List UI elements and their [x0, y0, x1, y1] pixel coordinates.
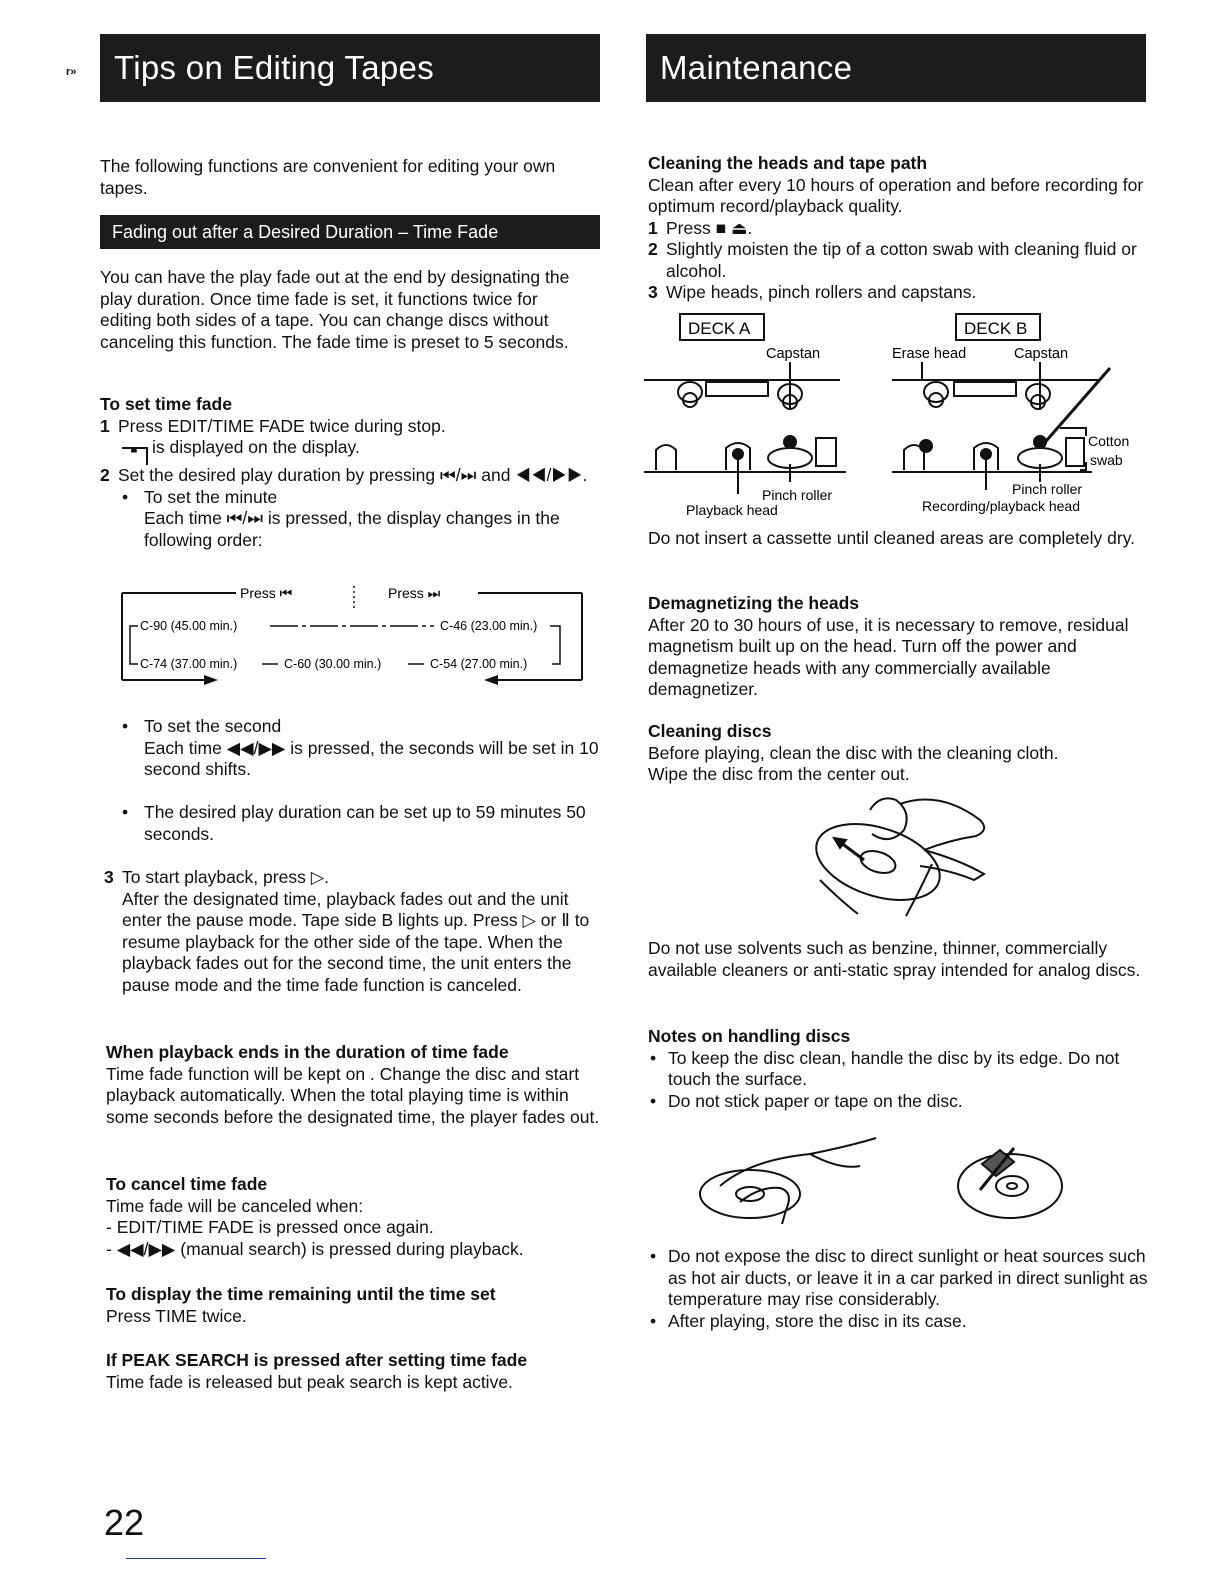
display-text: Press TIME twice.	[106, 1305, 247, 1326]
set-time-fade-heading: To set time fade	[100, 394, 232, 414]
demag-block	[648, 593, 1148, 701]
solvent-text: Do not use solvents such as benzine, thinner, commercially available cleaners or anti-static spray intended for analog discs.	[648, 938, 1141, 980]
disc-handling-illustration	[690, 1130, 1110, 1230]
pinch-roller-b-label: Pinch roller	[1012, 481, 1083, 497]
time-fade-section-title: Fading out after a Desired Duration – Time Fade	[100, 215, 600, 249]
cancel-heading: To cancel time fade	[106, 1174, 268, 1194]
set-time-fade-block	[100, 394, 600, 551]
rec-playback-head-label: Recording/playback head	[922, 498, 1080, 514]
cancel-text: Time fade will be canceled when:	[106, 1195, 364, 1216]
ends-text: Time fade function will be kept on . Change the disc and start playback automatically. When the total playing time is within some seconds before the designated time, the player fades out.	[106, 1063, 600, 1127]
erase-head-label: Erase head	[892, 346, 967, 362]
peak-block	[106, 1350, 604, 1393]
note-1: • To keep the disc clean, handle the disc by its edge. Do not touch the surface.	[650, 1047, 1120, 1089]
right-section-title: Maintenance	[646, 34, 1146, 102]
c54-label: C-54 (27.00 min.)	[430, 657, 528, 671]
step-3-text: After the designated time, playback fades out and the unit enter the pause mode. Tape side B lights up. Press ▷ or Ⅱ to resume playback for the other side of the tape. When the playback fades out for the second time, the unit enters the pause mode and the time fade function is canceled.	[122, 888, 590, 995]
capstan-b-label: Capstan	[1014, 346, 1069, 362]
cleaning-discs-block	[648, 721, 1148, 786]
note-2: • Do not stick paper or tape on the disc.	[650, 1090, 963, 1111]
c74-label: C-74 (37.00 min.)	[140, 657, 238, 671]
intro-text: The following functions are convenient for editing your own tapes.	[100, 156, 556, 198]
cleaning-discs-text-2: Wipe the disc from the center out.	[648, 764, 910, 784]
deck-a-label: DECK A	[688, 319, 751, 338]
cancel-item-1: - EDIT/TIME FADE is pressed once again.	[106, 1217, 434, 1237]
tape-order-diagram	[118, 584, 588, 694]
step-2: 2 Set the desired play duration by pressing ⏮/⏭ and ◀◀/▶▶.	[100, 465, 588, 485]
note-4: • After playing, store the disc in its case.	[650, 1310, 967, 1331]
step-3: 3 To start playback, press ▷.	[104, 867, 330, 887]
bullet-max-block	[100, 802, 600, 845]
swab-label: swab	[1090, 452, 1123, 468]
playback-head-label: Playback head	[686, 502, 778, 518]
deck-cleaning-figure	[640, 310, 1150, 522]
deck-a-drawing	[644, 362, 846, 494]
pinch-roller-a-label: Pinch roller	[762, 487, 833, 503]
left-section-title: Tips on Editing Tapes	[100, 34, 600, 102]
c90-label: C-90 (45.00 min.)	[140, 619, 238, 633]
press-next-label: Press ⏭	[388, 585, 441, 601]
time-fade-description: You can have the play fade out at the end by designating the play duration. Once time fade is set, it functions twice for editing both sides of a tape. You can change discs without canceling this function. The fade time is preset to 5 seconds.	[100, 267, 570, 352]
cleaning-discs-text-1: Before playing, clean the disc with the cleaning cloth.	[648, 742, 1059, 763]
bullet-second-text: Each time ◀◀/▶▶ is pressed, the seconds will be set in 10 second shifts.	[144, 737, 599, 779]
step-1-text: Press EDIT/TIME FADE twice during stop.	[118, 415, 446, 436]
page-number: 22	[104, 1502, 145, 1543]
press-prev-label: Press ⏮	[240, 585, 293, 601]
bullet-second: • To set the second	[122, 716, 282, 736]
ends-block	[106, 1042, 604, 1128]
clean-step-2: 2 Slightly moisten the tip of a cotton swab with cleaning fluid or alcohol.	[648, 239, 1137, 281]
step-3-block	[104, 867, 604, 996]
notes-heading: Notes on handling discs	[648, 1026, 851, 1046]
ends-heading: When playback ends in the duration of time fade	[106, 1042, 509, 1062]
arrow-right-icon	[204, 675, 218, 685]
clean-step-3: 3 Wipe heads, pinch rollers and capstans.	[648, 282, 977, 302]
notes-block	[648, 1026, 1148, 1112]
peak-text: Time fade is released but peak search is kept active.	[106, 1371, 513, 1392]
capstan-a-label: Capstan	[766, 346, 821, 362]
page-marker: r»	[66, 66, 77, 78]
deck-b-drawing	[892, 362, 1110, 490]
cleaning-heads-heading: Cleaning the heads and tape path	[648, 153, 928, 173]
bullet-max: • The desired play duration can be set up to 59 minutes 50 seconds.	[122, 802, 586, 844]
display-heading: To display the time remaining until the time set	[106, 1284, 496, 1304]
dry-text: Do not insert a cassette until cleaned areas are completely dry.	[648, 528, 1136, 548]
step-2-text: Set the desired play duration by pressing ⏮/⏭ and ◀◀/▶▶.	[118, 465, 588, 485]
bullet-minute-text: Each time ⏮/⏭ is pressed, the display changes in the following order:	[144, 508, 560, 550]
step-1-sub: ▀ is displayed on the display.	[100, 437, 600, 465]
footer-rule	[126, 1558, 266, 1559]
cleaning-heads-block	[648, 153, 1148, 304]
cleaning-discs-heading: Cleaning discs	[648, 721, 772, 741]
peak-heading: If PEAK SEARCH is pressed after setting time fade	[106, 1350, 528, 1370]
c46-label: C-46 (23.00 min.)	[440, 619, 538, 633]
fade-display-icon: ▀	[122, 447, 148, 465]
step-1: 1 Press EDIT/TIME FADE twice during stop.	[100, 415, 446, 436]
disc-wiping-illustration	[800, 790, 1000, 920]
arrow-left-icon	[484, 675, 498, 685]
cleaning-heads-text: Clean after every 10 hours of operation and before recording for optimum record/playback quality.	[648, 174, 1144, 216]
bullet-second-block	[100, 716, 600, 781]
demag-text: After 20 to 30 hours of use, it is necessary to remove, residual magnetism built up on the head. Turn off the power and demagnetize heads with any commercially available demagnetizer.	[648, 614, 1129, 699]
demag-heading: Demagnetizing the heads	[648, 593, 860, 613]
cancel-item-2: - ◀◀/▶▶ (manual search) is pressed during playback.	[106, 1238, 524, 1259]
c60-label: C-60 (30.00 min.)	[284, 657, 382, 671]
note-3: • Do not expose the disc to direct sunlight or heat sources such as hot air ducts, or leave it in a car parked in direct sunlight as temperature may rise considerably.	[650, 1246, 1148, 1309]
display-block	[106, 1284, 604, 1327]
deck-b-label: DECK B	[964, 319, 1028, 338]
clean-step-1: 1 Press ■ ⏏.	[648, 217, 753, 238]
cotton-label: Cotton	[1088, 433, 1130, 449]
notes-block-2	[648, 1246, 1148, 1332]
bullet-minute: • To set the minute	[122, 486, 278, 507]
cancel-block	[106, 1174, 604, 1260]
